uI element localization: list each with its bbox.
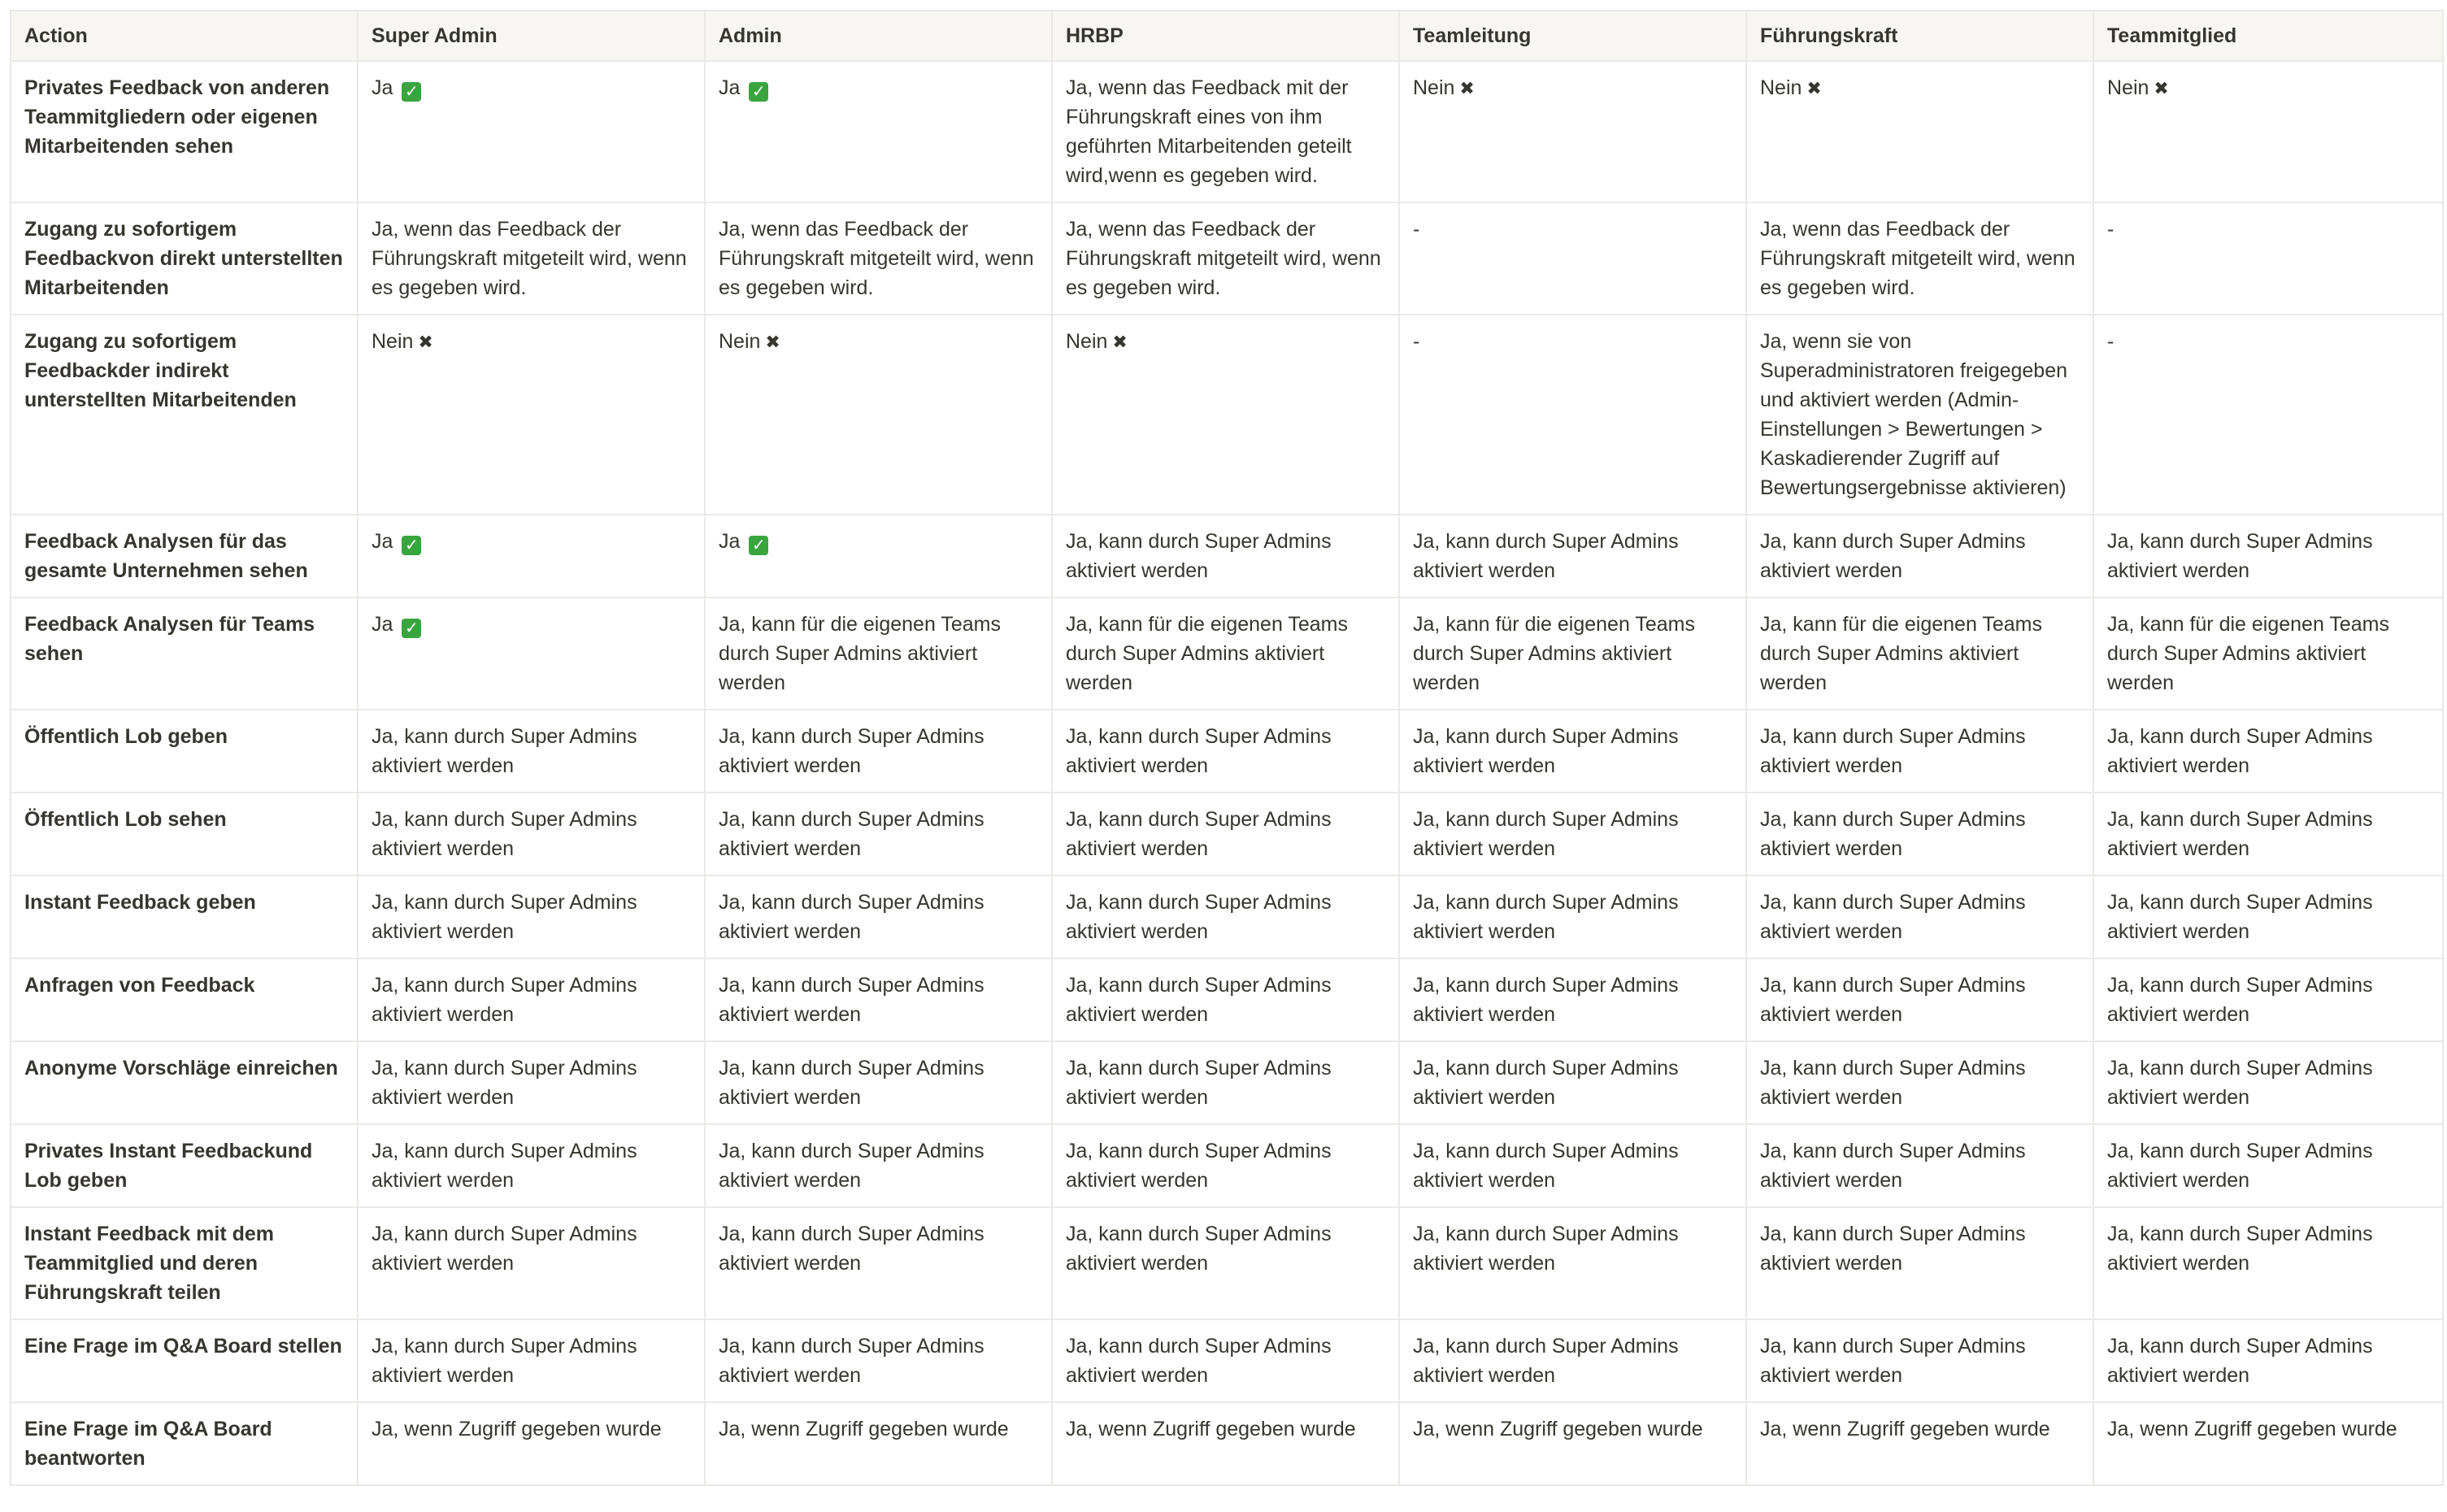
cross-mark-icon: ✖ bbox=[418, 332, 433, 352]
permission-cell bbox=[1399, 1124, 1746, 1207]
check-mark-icon: ✓ bbox=[402, 619, 421, 638]
permission-cell bbox=[358, 1041, 705, 1124]
action-cell: Eine Frage im Q&A Board beantworten bbox=[11, 1402, 358, 1485]
permission-text: Ja, wenn das Feedback der Führungskraft mitgeteilt wird, wenn es gegeben wird. bbox=[1066, 218, 1381, 299]
permission-cell bbox=[358, 202, 705, 315]
permission-cell bbox=[705, 1124, 1052, 1207]
permission-cell bbox=[1052, 597, 1399, 710]
check-mark-icon: ✓ bbox=[749, 536, 768, 555]
table-row bbox=[11, 793, 2443, 875]
permission-text: Ja, kann durch Super Admins aktiviert werden bbox=[2107, 530, 2373, 582]
permissions-table bbox=[10, 10, 2444, 1486]
check-mark-icon: ✓ bbox=[402, 536, 421, 555]
permission-cell bbox=[1399, 958, 1746, 1041]
permission-cell bbox=[1052, 1041, 1399, 1124]
cross-mark-icon: ✖ bbox=[2154, 78, 2169, 98]
permission-cell bbox=[705, 793, 1052, 875]
permission-text: Ja, kann durch Super Admins aktiviert werden bbox=[1413, 1057, 1679, 1109]
permission-text: Ja, wenn Zugriff gegeben wurde bbox=[372, 1418, 662, 1440]
action-cell: Zugang zu sofortigem Feedbackder indirekt unterstellten Mitarbeitenden bbox=[11, 315, 358, 515]
permission-cell bbox=[2093, 1041, 2443, 1124]
action-cell: Anonyme Vorschläge einreichen bbox=[11, 1041, 358, 1124]
permission-text: - bbox=[2107, 330, 2115, 353]
permission-text: Ja, kann durch Super Admins aktiviert werden bbox=[2107, 891, 2373, 943]
permission-cell bbox=[1399, 515, 1746, 597]
permission-text: Ja, kann durch Super Admins aktiviert werden bbox=[1413, 808, 1679, 860]
permission-cell bbox=[1746, 61, 2093, 202]
permission-text: Ja, kann durch Super Admins aktiviert werden bbox=[1066, 725, 1332, 777]
permission-text: Ja, kann durch Super Admins aktiviert werden bbox=[1066, 530, 1332, 582]
permission-cell bbox=[358, 61, 705, 202]
permission-cell bbox=[2093, 1319, 2443, 1402]
permission-cell bbox=[1052, 1319, 1399, 1402]
table-row bbox=[11, 875, 2443, 958]
table-row bbox=[11, 61, 2443, 202]
permission-cell bbox=[1399, 315, 1746, 515]
header-admin: Admin bbox=[705, 11, 1052, 61]
action-cell: Öffentlich Lob geben bbox=[11, 710, 358, 793]
permission-text: Ja, kann durch Super Admins aktiviert werden bbox=[372, 974, 637, 1026]
permission-cell bbox=[358, 597, 705, 710]
permission-cell bbox=[705, 1319, 1052, 1402]
permission-cell bbox=[705, 875, 1052, 958]
permission-text: Ja, kann durch Super Admins aktiviert werden bbox=[1413, 530, 1679, 582]
permission-cell bbox=[2093, 515, 2443, 597]
permission-cell bbox=[358, 515, 705, 597]
permission-cell bbox=[705, 315, 1052, 515]
permission-text: Nein bbox=[719, 330, 761, 353]
permission-cell bbox=[705, 958, 1052, 1041]
permission-cell bbox=[1052, 710, 1399, 793]
table-row bbox=[11, 1402, 2443, 1485]
permission-cell bbox=[705, 61, 1052, 202]
permission-text: Ja, wenn Zugriff gegeben wurde bbox=[1760, 1418, 2050, 1440]
header-fuehrungskraft: Führungskraft bbox=[1746, 11, 2093, 61]
action-cell: Privates Instant Feedbackund Lob geben bbox=[11, 1124, 358, 1207]
permission-text: Ja, kann für die eigenen Teams durch Super Admins aktiviert werden bbox=[1066, 613, 1348, 694]
permission-text: Ja, kann durch Super Admins aktiviert werden bbox=[1760, 530, 2026, 582]
permission-text: Ja, kann durch Super Admins aktiviert werden bbox=[1760, 1335, 2026, 1387]
permission-cell bbox=[705, 515, 1052, 597]
permission-cell bbox=[358, 875, 705, 958]
permission-cell bbox=[2093, 875, 2443, 958]
permission-text: Ja, kann durch Super Admins aktiviert werden bbox=[2107, 1057, 2373, 1109]
permission-text: Ja, kann durch Super Admins aktiviert werden bbox=[1413, 891, 1679, 943]
check-mark-icon: ✓ bbox=[402, 82, 421, 102]
permission-text: Ja, kann durch Super Admins aktiviert werden bbox=[372, 1223, 637, 1275]
permission-cell bbox=[1052, 1207, 1399, 1319]
permission-text: Ja, wenn das Feedback der Führungskraft mitgeteilt wird, wenn es gegeben wird. bbox=[1760, 218, 2075, 299]
permission-text: Ja, kann durch Super Admins aktiviert werden bbox=[1413, 725, 1679, 777]
permission-cell bbox=[1052, 875, 1399, 958]
permission-text: Ja bbox=[372, 530, 393, 553]
permission-cell bbox=[1746, 1124, 2093, 1207]
permission-text: - bbox=[1413, 218, 1420, 241]
permission-cell bbox=[2093, 1207, 2443, 1319]
permission-text: Ja, kann für die eigenen Teams durch Super Admins aktiviert werden bbox=[1413, 613, 1695, 694]
permission-text: Ja, kann durch Super Admins aktiviert werden bbox=[719, 725, 984, 777]
check-mark-icon: ✓ bbox=[749, 82, 768, 102]
permission-text: Ja, kann durch Super Admins aktiviert werden bbox=[1760, 891, 2026, 943]
permissions-table-container bbox=[10, 10, 2442, 1486]
permission-text: - bbox=[1413, 330, 1420, 353]
permission-cell bbox=[1399, 597, 1746, 710]
permission-cell bbox=[2093, 597, 2443, 710]
permission-cell bbox=[1746, 793, 2093, 875]
permission-text: Ja, kann durch Super Admins aktiviert werden bbox=[719, 974, 984, 1026]
permission-cell bbox=[2093, 793, 2443, 875]
permission-text: Nein bbox=[1066, 330, 1108, 353]
table-row bbox=[11, 515, 2443, 597]
cross-mark-icon: ✖ bbox=[765, 332, 780, 352]
permission-cell bbox=[1746, 597, 2093, 710]
permission-text: Ja, wenn das Feedback mit der Führungskraft eines von ihm geführten Mitarbeitenden geteilt wird,wenn es gegeben wird. bbox=[1066, 76, 1352, 187]
permission-text: Nein bbox=[1760, 76, 1802, 99]
action-cell: Instant Feedback geben bbox=[11, 875, 358, 958]
permission-text: Ja, kann durch Super Admins aktiviert werden bbox=[1066, 1335, 1332, 1387]
permission-text: Ja bbox=[719, 76, 741, 99]
table-header-row bbox=[11, 11, 2443, 61]
permission-text: Ja, kann durch Super Admins aktiviert werden bbox=[1760, 1223, 2026, 1275]
permission-text: Ja, kann durch Super Admins aktiviert werden bbox=[1760, 1057, 2026, 1109]
table-row bbox=[11, 958, 2443, 1041]
permission-text: Ja, kann für die eigenen Teams durch Super Admins aktiviert werden bbox=[719, 613, 1001, 694]
permission-text: Ja, kann durch Super Admins aktiviert werden bbox=[1413, 974, 1679, 1026]
permission-text: Ja, kann durch Super Admins aktiviert werden bbox=[372, 1335, 637, 1387]
permission-cell bbox=[358, 793, 705, 875]
permission-cell bbox=[1052, 793, 1399, 875]
permission-cell bbox=[1399, 875, 1746, 958]
permission-cell bbox=[358, 1207, 705, 1319]
permission-cell bbox=[1399, 1402, 1746, 1485]
permission-text: Ja, kann durch Super Admins aktiviert werden bbox=[372, 725, 637, 777]
permission-cell bbox=[705, 1207, 1052, 1319]
table-row bbox=[11, 1207, 2443, 1319]
permission-cell bbox=[1746, 1319, 2093, 1402]
action-cell: Feedback Analysen für das gesamte Unternehmen sehen bbox=[11, 515, 358, 597]
permission-text: Ja, wenn Zugriff gegeben wurde bbox=[719, 1418, 1009, 1440]
permission-text: Ja, kann durch Super Admins aktiviert werden bbox=[719, 891, 984, 943]
permission-cell bbox=[1399, 61, 1746, 202]
table-row bbox=[11, 1319, 2443, 1402]
permission-text: Ja, wenn Zugriff gegeben wurde bbox=[1066, 1418, 1356, 1440]
permission-text: Nein bbox=[372, 330, 414, 353]
permission-cell bbox=[2093, 958, 2443, 1041]
action-cell: Anfragen von Feedback bbox=[11, 958, 358, 1041]
table-row bbox=[11, 202, 2443, 315]
permission-cell bbox=[1746, 1041, 2093, 1124]
permission-cell bbox=[358, 710, 705, 793]
action-cell: Instant Feedback mit dem Teammitglied und deren Führungskraft teilen bbox=[11, 1207, 358, 1319]
permission-cell bbox=[705, 597, 1052, 710]
permission-text: Ja, kann durch Super Admins aktiviert werden bbox=[2107, 1140, 2373, 1192]
table-row bbox=[11, 597, 2443, 710]
header-teamleitung: Teamleitung bbox=[1399, 11, 1746, 61]
header-teammitglied: Teammitglied bbox=[2093, 11, 2443, 61]
action-cell: Eine Frage im Q&A Board stellen bbox=[11, 1319, 358, 1402]
permission-cell bbox=[2093, 1124, 2443, 1207]
permission-text: Ja, kann durch Super Admins aktiviert werden bbox=[1760, 974, 2026, 1026]
permission-text: Ja, kann durch Super Admins aktiviert werden bbox=[2107, 1335, 2373, 1387]
permission-text: Ja, wenn das Feedback der Führungskraft mitgeteilt wird, wenn es gegeben wird. bbox=[719, 218, 1034, 299]
permission-text: Ja, kann durch Super Admins aktiviert werden bbox=[1413, 1335, 1679, 1387]
permission-text: Ja bbox=[372, 76, 393, 99]
permission-text: Ja bbox=[372, 613, 393, 636]
permission-text: Ja, kann durch Super Admins aktiviert werden bbox=[1760, 1140, 2026, 1192]
permission-text: Ja, kann durch Super Admins aktiviert werden bbox=[372, 1057, 637, 1109]
header-action: Action bbox=[11, 11, 358, 61]
permission-cell bbox=[705, 710, 1052, 793]
permission-text: Ja, kann für die eigenen Teams durch Super Admins aktiviert werden bbox=[2107, 613, 2389, 694]
cross-mark-icon: ✖ bbox=[1806, 78, 1822, 98]
permission-text: Ja, kann durch Super Admins aktiviert werden bbox=[719, 1335, 984, 1387]
permission-text: Ja, kann durch Super Admins aktiviert werden bbox=[2107, 974, 2373, 1026]
permission-cell bbox=[1746, 315, 2093, 515]
permission-cell bbox=[1052, 61, 1399, 202]
permission-cell bbox=[1399, 1041, 1746, 1124]
permission-cell bbox=[1399, 793, 1746, 875]
permission-text: Ja, kann durch Super Admins aktiviert werden bbox=[372, 1140, 637, 1192]
table-row bbox=[11, 1124, 2443, 1207]
permission-cell bbox=[358, 1124, 705, 1207]
action-cell: Privates Feedback von anderen Teammitgliedern oder eigenen Mitarbeitenden sehen bbox=[11, 61, 358, 202]
permission-text: Nein bbox=[2107, 76, 2149, 99]
permission-text: Ja bbox=[719, 530, 741, 553]
permission-text: Ja, kann durch Super Admins aktiviert werden bbox=[1413, 1223, 1679, 1275]
permission-cell bbox=[1746, 202, 2093, 315]
permission-cell bbox=[2093, 710, 2443, 793]
permission-cell bbox=[1746, 710, 2093, 793]
header-super-admin: Super Admin bbox=[358, 11, 705, 61]
permission-cell bbox=[705, 202, 1052, 315]
permission-text: Ja, kann durch Super Admins aktiviert werden bbox=[2107, 725, 2373, 777]
permission-cell bbox=[1052, 1124, 1399, 1207]
permission-cell bbox=[358, 1402, 705, 1485]
permission-cell bbox=[358, 958, 705, 1041]
permission-text: Ja, wenn Zugriff gegeben wurde bbox=[2107, 1418, 2397, 1440]
table-row bbox=[11, 1041, 2443, 1124]
permission-text: Ja, wenn das Feedback der Führungskraft mitgeteilt wird, wenn es gegeben wird. bbox=[372, 218, 687, 299]
permission-text: Ja, kann durch Super Admins aktiviert werden bbox=[1760, 725, 2026, 777]
permission-cell bbox=[2093, 202, 2443, 315]
permission-text: Ja, kann durch Super Admins aktiviert werden bbox=[372, 891, 637, 943]
permission-cell bbox=[1399, 1319, 1746, 1402]
table-row bbox=[11, 315, 2443, 515]
permission-text: Ja, kann durch Super Admins aktiviert werden bbox=[1066, 1140, 1332, 1192]
table-row bbox=[11, 710, 2443, 793]
permission-cell bbox=[1052, 315, 1399, 515]
permission-cell bbox=[1746, 875, 2093, 958]
permission-text: Ja, kann für die eigenen Teams durch Super Admins aktiviert werden bbox=[1760, 613, 2042, 694]
permission-text: Ja, kann durch Super Admins aktiviert werden bbox=[719, 1140, 984, 1192]
permission-text: Ja, kann durch Super Admins aktiviert werden bbox=[719, 808, 984, 860]
permission-cell bbox=[1052, 202, 1399, 315]
permission-text: Ja, kann durch Super Admins aktiviert werden bbox=[1066, 1057, 1332, 1109]
permission-text: Ja, kann durch Super Admins aktiviert werden bbox=[719, 1057, 984, 1109]
permission-text: Ja, wenn sie von Superadministratoren freigegeben und aktiviert werden (Admin-Einstellungen > Bewertungen > Kaskadierender Zugriff auf Bewertungsergebnisse aktivieren) bbox=[1760, 330, 2068, 499]
permission-cell bbox=[1052, 515, 1399, 597]
permission-cell bbox=[2093, 315, 2443, 515]
permission-text: - bbox=[2107, 218, 2115, 241]
permission-cell bbox=[1746, 1207, 2093, 1319]
permission-text: Nein bbox=[1413, 76, 1455, 99]
permission-text: Ja, kann durch Super Admins aktiviert werden bbox=[2107, 808, 2373, 860]
permission-cell bbox=[1052, 958, 1399, 1041]
permission-cell bbox=[1746, 958, 2093, 1041]
permission-cell bbox=[1746, 515, 2093, 597]
permission-cell bbox=[2093, 1402, 2443, 1485]
action-cell: Öffentlich Lob sehen bbox=[11, 793, 358, 875]
permission-text: Ja, kann durch Super Admins aktiviert werden bbox=[1066, 974, 1332, 1026]
header-hrbp: HRBP bbox=[1052, 11, 1399, 61]
permission-cell bbox=[358, 1319, 705, 1402]
permission-text: Ja, kann durch Super Admins aktiviert werden bbox=[1760, 808, 2026, 860]
cross-mark-icon: ✖ bbox=[1112, 332, 1128, 352]
action-cell: Zugang zu sofortigem Feedbackvon direkt unterstellten Mitarbeitenden bbox=[11, 202, 358, 315]
permission-text: Ja, kann durch Super Admins aktiviert werden bbox=[719, 1223, 984, 1275]
permission-text: Ja, kann durch Super Admins aktiviert werden bbox=[1066, 1223, 1332, 1275]
permission-text: Ja, kann durch Super Admins aktiviert werden bbox=[2107, 1223, 2373, 1275]
permission-cell bbox=[2093, 61, 2443, 202]
permission-text: Ja, kann durch Super Admins aktiviert werden bbox=[372, 808, 637, 860]
permission-text: Ja, wenn Zugriff gegeben wurde bbox=[1413, 1418, 1703, 1440]
permission-cell bbox=[1399, 710, 1746, 793]
permission-text: Ja, kann durch Super Admins aktiviert werden bbox=[1413, 1140, 1679, 1192]
permission-text: Ja, kann durch Super Admins aktiviert werden bbox=[1066, 891, 1332, 943]
permission-cell bbox=[1399, 202, 1746, 315]
permission-cell bbox=[705, 1041, 1052, 1124]
permission-cell bbox=[705, 1402, 1052, 1485]
action-cell: Feedback Analysen für Teams sehen bbox=[11, 597, 358, 710]
permission-cell bbox=[1746, 1402, 2093, 1485]
permission-cell bbox=[1052, 1402, 1399, 1485]
permission-cell bbox=[358, 315, 705, 515]
permission-cell bbox=[1399, 1207, 1746, 1319]
permission-text: Ja, kann durch Super Admins aktiviert werden bbox=[1066, 808, 1332, 860]
cross-mark-icon: ✖ bbox=[1459, 78, 1475, 98]
table-body bbox=[11, 61, 2443, 1485]
